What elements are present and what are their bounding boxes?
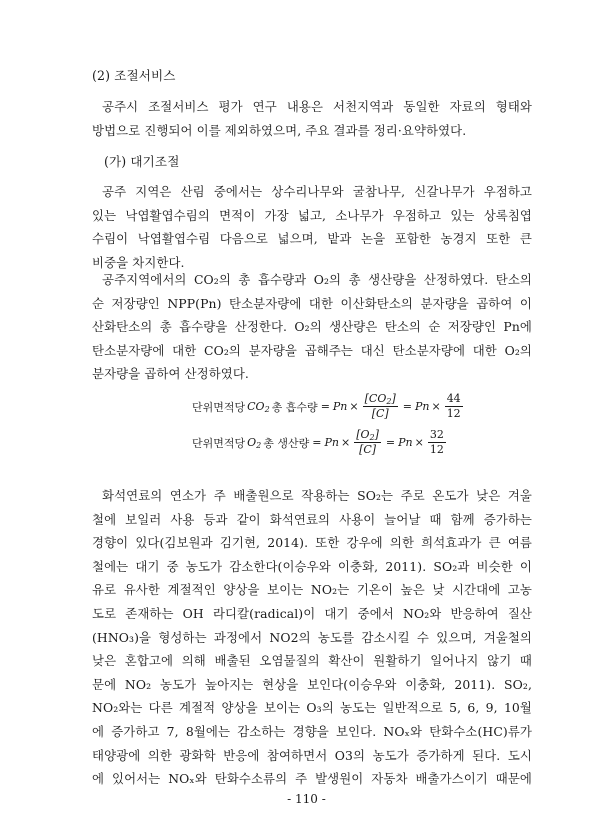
formula1-frac-num-close: ] xyxy=(391,392,396,405)
formula2-const-den: 12 xyxy=(429,443,444,456)
para1-line-4: 비중을 차지한다. xyxy=(92,254,185,270)
formula1-var-sub: 2 xyxy=(264,405,270,414)
para2-line-2: 순 저장량인 NPP(Pn) 탄소분자량에 대한 이산화탄소의 분자량을 곱하여 이 xyxy=(92,295,532,311)
formula2-frac-num-text: [O xyxy=(356,428,370,441)
formula1-equals: = xyxy=(320,400,330,413)
formula2-constant xyxy=(428,428,446,457)
formula1-label-post: 총 흡수량 xyxy=(271,400,318,414)
formula1-constant xyxy=(445,392,463,421)
para3-line-7: (HNO₃)을 형성하는 과정에서 NO2의 농도를 감소시킬 수 있으며, 겨울철의 xyxy=(92,629,532,645)
formula1-equals-2: = xyxy=(402,400,412,413)
formula2-frac-num xyxy=(354,428,381,443)
formula1-frac-num xyxy=(363,392,398,407)
para2-line-3: 산화탄소의 총 흡수량을 산정한다. O₂의 생산량은 탄소의 순 저장량인 Pn에 xyxy=(92,319,532,335)
para3-line-9: 문에 NO₂ 농도가 높아지는 현상을 보인다(이승우와 이충화, 2011). SO₂, xyxy=(92,676,532,692)
formula1-frac-num-text: [CO xyxy=(364,392,387,405)
para2-line-5: 분자량을 곱하여 산정하였다. xyxy=(92,366,249,382)
formula1-frac-den: [C] xyxy=(371,407,389,420)
formula2-label-pre: 단위면적당 xyxy=(192,436,246,450)
formula1-pn-2: Pn xyxy=(414,400,430,413)
intro-line-2: 방법으로 진행되어 이를 제외하였으며, 주요 결과를 정리·요약하였다. xyxy=(92,122,467,138)
formula1-variable xyxy=(247,400,270,413)
formula2-frac-num-sub: 2 xyxy=(369,433,375,442)
para3-line-13: 에 있어서는 NOₓ와 탄화수소류의 주 발생원이 자동차 배출가스이기 때문에 xyxy=(92,771,532,787)
para3-line-6: 도로 존재하는 OH 라디칼(radical)이 대기 중에서 NO₂와 반응하여 질산 xyxy=(92,605,532,621)
formula1-label-pre: 단위면적당 xyxy=(192,400,246,414)
para3-line-3: 경향이 있다(김보원과 김기현, 2014). 또한 강우에 의한 희석효과가 큰 여름 xyxy=(92,535,532,551)
formula2-fraction xyxy=(354,428,381,457)
para3-line-12: 태양광에 의한 광화학 반응에 참여하면서 O3의 농도가 증가하게 된다. 도시 xyxy=(92,747,532,763)
para3-line-10: NO₂와는 다른 계절적 양상을 보이는 O₃의 농도는 일반적으로 5, 6, 9, 10월 xyxy=(92,700,532,716)
paragraph-co2-o2 xyxy=(92,268,532,386)
intro-line-1: 공주시 조절서비스 평가 연구 내용은 서천지역과 동일한 자료의 형태와 xyxy=(102,99,532,114)
formula2-frac-num-close: ] xyxy=(374,428,379,441)
para1-line-3: 수림이 낙엽활엽수림 다음으로 넓으며, 밭과 논을 포함한 농경지 또한 큰 xyxy=(92,231,532,247)
formula2-var-sub: 2 xyxy=(256,441,262,450)
section-heading: (2) 조절서비스 xyxy=(92,68,176,83)
formula2-var: O xyxy=(247,436,257,449)
paragraph-air-pollutants xyxy=(92,484,532,791)
para2-line-1: 공주지역에서의 CO₂의 총 흡수량과 O₂의 총 생산량을 산정하였다. 탄소의 xyxy=(102,272,532,287)
para3-line-8: 낮은 혼합고에 의해 배출된 오염물질의 확산이 원활하기 일어나지 않기 때 xyxy=(92,653,532,669)
formula2-label-post: 총 생산량 xyxy=(263,436,310,450)
page-number: - 110 - xyxy=(287,792,326,806)
para1-line-2: 있는 낙엽활엽수림의 면적이 가장 넓고, 소나무가 우점하고 있는 상록침엽 xyxy=(92,207,532,223)
para3-line-1: 화석연료의 연소가 주 배출원으로 작용하는 SO₂는 주로 온도가 낮은 겨울 xyxy=(102,488,532,503)
para3-line-11: 에 증가하고 7, 8월에는 감소하는 경향을 보인다. NOₓ와 탄화수소(HC)류가 xyxy=(92,723,532,739)
formula2-equals-2: = xyxy=(385,436,396,449)
formula1-times-2: × xyxy=(431,400,441,413)
formula2-times: × xyxy=(341,436,351,449)
para2-line-4: 탄소분자량에 대한 CO₂의 분자량을 곱해주는 대신 탄소분자량에 대한 O₂의 xyxy=(92,342,532,358)
formula1-pn: Pn xyxy=(332,400,348,413)
formula1-const-num: 44 xyxy=(446,392,461,405)
formula2-times-2: × xyxy=(414,436,424,449)
formula-o2-production xyxy=(192,428,448,457)
subsection-heading: (가) 대기조절 xyxy=(104,154,180,169)
formula1-frac-num-sub: 2 xyxy=(386,397,392,406)
intro-paragraph xyxy=(92,95,532,142)
formula2-pn-2: Pn xyxy=(398,436,413,449)
para1-line-1: 공주 지역은 산림 중에서는 상수리나무와 굴참나무, 신갈나무가 우점하고 xyxy=(102,184,532,199)
para3-line-2: 철에 보일러 사용 등과 같이 화석연료의 사용이 늘어날 때 함께 증가하는 xyxy=(92,511,532,527)
para3-line-5: 유로 유사한 계절적인 양상을 보이는 NO₂는 기온이 높은 낮 시간대에 고농 xyxy=(92,582,532,598)
formula-co2-absorption xyxy=(192,392,465,421)
formula1-fraction xyxy=(363,392,398,421)
formula2-pn: Pn xyxy=(324,436,339,449)
formula2-equals: = xyxy=(312,436,322,449)
formula1-const-den: 12 xyxy=(446,407,461,420)
paragraph-vegetation xyxy=(92,180,532,274)
formula1-var: CO xyxy=(247,400,265,413)
formula2-variable xyxy=(247,436,261,449)
formula1-times: × xyxy=(349,400,359,413)
formula2-const-num: 32 xyxy=(429,428,444,441)
formula2-frac-den: [C] xyxy=(359,443,377,456)
para3-line-4: 철에는 대기 중 농도가 감소한다(이승우와 이충화, 2011). SO₂과 비슷한 이 xyxy=(92,558,532,574)
